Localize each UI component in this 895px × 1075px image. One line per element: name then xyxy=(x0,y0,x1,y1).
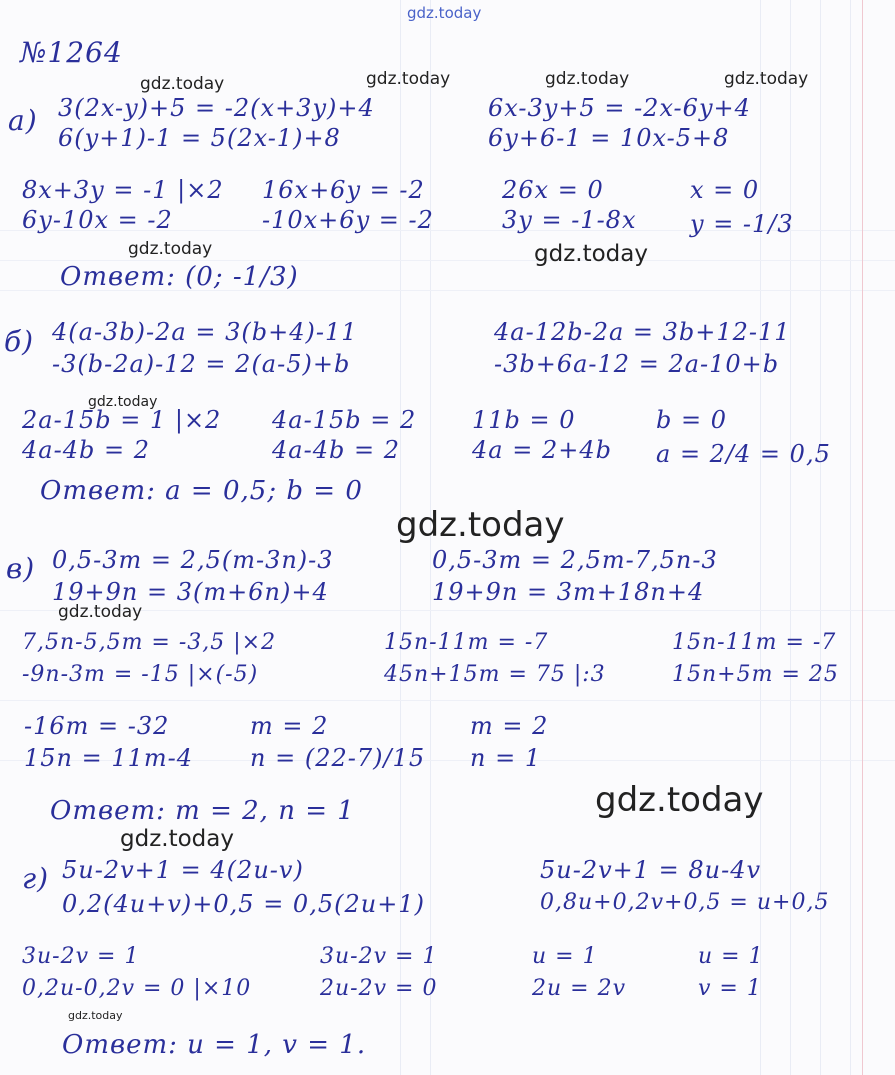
equation: u = 1 xyxy=(698,944,764,969)
equation: 6x-3y+5 = -2x-6y+4 xyxy=(488,94,751,122)
equation: 19+9n = 3(m+6n)+4 xyxy=(52,578,329,606)
equation: 7,5n-5,5m = -3,5 |×2 xyxy=(22,630,277,655)
answer: Ответ: u = 1, v = 1. xyxy=(62,1030,367,1060)
watermark: gdz.today xyxy=(545,69,630,89)
equation: 0,5-3m = 2,5(m-3n)-3 xyxy=(52,546,334,574)
equation: -16m = -32 xyxy=(24,712,170,740)
equation: v = 1 xyxy=(698,976,762,1001)
equation: 3u-2v = 1 xyxy=(320,944,438,969)
equation: 4a-12b-2a = 3b+12-11 xyxy=(494,318,791,346)
equation: 15n-11m = -7 xyxy=(672,630,837,655)
watermark: gdz.today xyxy=(534,241,648,267)
equation: n = (22-7)/15 xyxy=(250,744,426,772)
equation: 19+9n = 3m+18n+4 xyxy=(432,578,705,606)
part-label: а) xyxy=(8,104,38,137)
watermark-top: gdz.today xyxy=(407,4,482,22)
equation: n = 1 xyxy=(470,744,542,772)
equation: 16x+6y = -2 xyxy=(262,176,425,204)
grid-line xyxy=(0,700,895,701)
equation: 3y = -1-8x xyxy=(502,206,637,234)
equation: 8x+3y = -1 |×2 xyxy=(22,176,224,204)
equation: a = 2/4 = 0,5 xyxy=(656,440,831,468)
equation: u = 1 xyxy=(532,944,598,969)
equation: 0,5-3m = 2,5m-7,5n-3 xyxy=(432,546,718,574)
part-label: б) xyxy=(4,325,35,358)
equation: 0,2u-0,2v = 0 |×10 xyxy=(22,976,252,1001)
equation: 5u-2v+1 = 4(2u-v) xyxy=(62,856,304,884)
watermark: gdz.today xyxy=(140,74,225,94)
equation: 26x = 0 xyxy=(502,176,604,204)
equation: 4a = 2+4b xyxy=(472,436,612,464)
equation: 6(y+1)-1 = 5(2x-1)+8 xyxy=(58,124,341,152)
equation: 3(2x-y)+5 = -2(x+3y)+4 xyxy=(58,94,375,122)
watermark: gdz.today xyxy=(120,826,234,852)
equation: 2u-2v = 0 xyxy=(320,976,438,1001)
equation: 4a-15b = 2 xyxy=(272,406,417,434)
equation: 15n+5m = 25 xyxy=(672,662,839,687)
equation: 4a-4b = 2 xyxy=(272,436,400,464)
equation: 4(a-3b)-2a = 3(b+4)-11 xyxy=(52,318,358,346)
equation: m = 2 xyxy=(470,712,549,740)
watermark: gdz.today xyxy=(724,69,809,89)
equation: 3u-2v = 1 xyxy=(22,944,140,969)
equation: 0,8u+0,2v+0,5 = u+0,5 xyxy=(540,890,830,915)
equation: -10x+6y = -2 xyxy=(262,206,434,234)
equation: y = -1/3 xyxy=(690,210,794,238)
equation: 15n-11m = -7 xyxy=(384,630,549,655)
equation: 6y-10x = -2 xyxy=(22,206,173,234)
part-label: г) xyxy=(22,862,50,895)
answer: Ответ: a = 0,5; b = 0 xyxy=(40,476,363,506)
grid-line xyxy=(0,260,895,261)
equation: 6y+6-1 = 10x-5+8 xyxy=(488,124,730,152)
watermark: gdz.today xyxy=(88,394,158,410)
answer: Ответ: (0; -1/3) xyxy=(60,262,299,292)
equation: -9n-3m = -15 |×(-5) xyxy=(22,662,259,687)
equation: x = 0 xyxy=(690,176,760,204)
watermark: gdz.today xyxy=(68,1009,123,1022)
equation: 5u-2v+1 = 8u-4v xyxy=(540,856,762,884)
problem-number: №1264 xyxy=(20,36,123,69)
equation: 15n = 11m-4 xyxy=(24,744,194,772)
equation: b = 0 xyxy=(656,406,727,434)
equation: m = 2 xyxy=(250,712,329,740)
equation: 2u = 2v xyxy=(532,976,627,1001)
watermark: gdz.today xyxy=(396,505,565,545)
equation: -3b+6a-12 = 2a-10+b xyxy=(494,350,780,378)
part-label: в) xyxy=(6,552,36,585)
grid-line xyxy=(850,0,851,1075)
watermark: gdz.today xyxy=(595,780,764,820)
equation: 4a-4b = 2 xyxy=(22,436,150,464)
equation: 2a-15b = 1 |×2 xyxy=(22,406,222,434)
watermark: gdz.today xyxy=(366,69,451,89)
margin-line xyxy=(862,0,863,1075)
equation: 11b = 0 xyxy=(472,406,576,434)
watermark: gdz.today xyxy=(58,602,143,622)
answer: Ответ: m = 2, n = 1 xyxy=(50,796,355,826)
equation: -3(b-2a)-12 = 2(a-5)+b xyxy=(52,350,351,378)
equation: 0,2(4u+v)+0,5 = 0,5(2u+1) xyxy=(62,890,425,918)
watermark: gdz.today xyxy=(128,239,213,259)
equation: 45n+15m = 75 |:3 xyxy=(384,662,606,687)
